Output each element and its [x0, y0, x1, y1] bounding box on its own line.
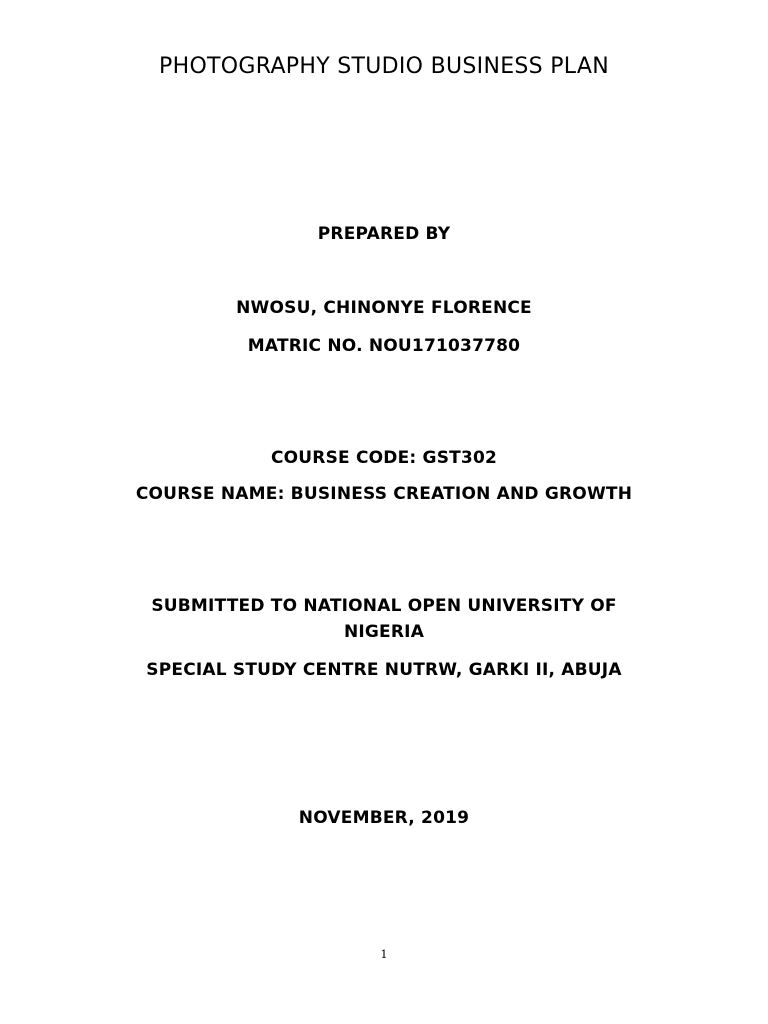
course-name: COURSE NAME: BUSINESS CREATION AND GROWTH: [135, 484, 633, 504]
document-title: PHOTOGRAPHY STUDIO BUSINESS PLAN: [159, 54, 609, 79]
submitted-to-line-1: SUBMITTED TO NATIONAL OPEN UNIVERSITY OF: [151, 596, 617, 616]
submitted-to-line-2: NIGERIA: [343, 622, 425, 642]
author-name: NWOSU, CHINONYE FLORENCE: [236, 298, 532, 318]
study-centre: SPECIAL STUDY CENTRE NUTRW, GARKI II, ABUJA: [146, 660, 622, 680]
prepared-by-label: PREPARED BY: [317, 224, 451, 244]
course-code: COURSE CODE: GST302: [270, 448, 498, 468]
matric-number: MATRIC NO. NOU171037780: [247, 336, 521, 356]
submission-date: NOVEMBER, 2019: [298, 808, 470, 828]
page-number: 1: [380, 948, 388, 961]
